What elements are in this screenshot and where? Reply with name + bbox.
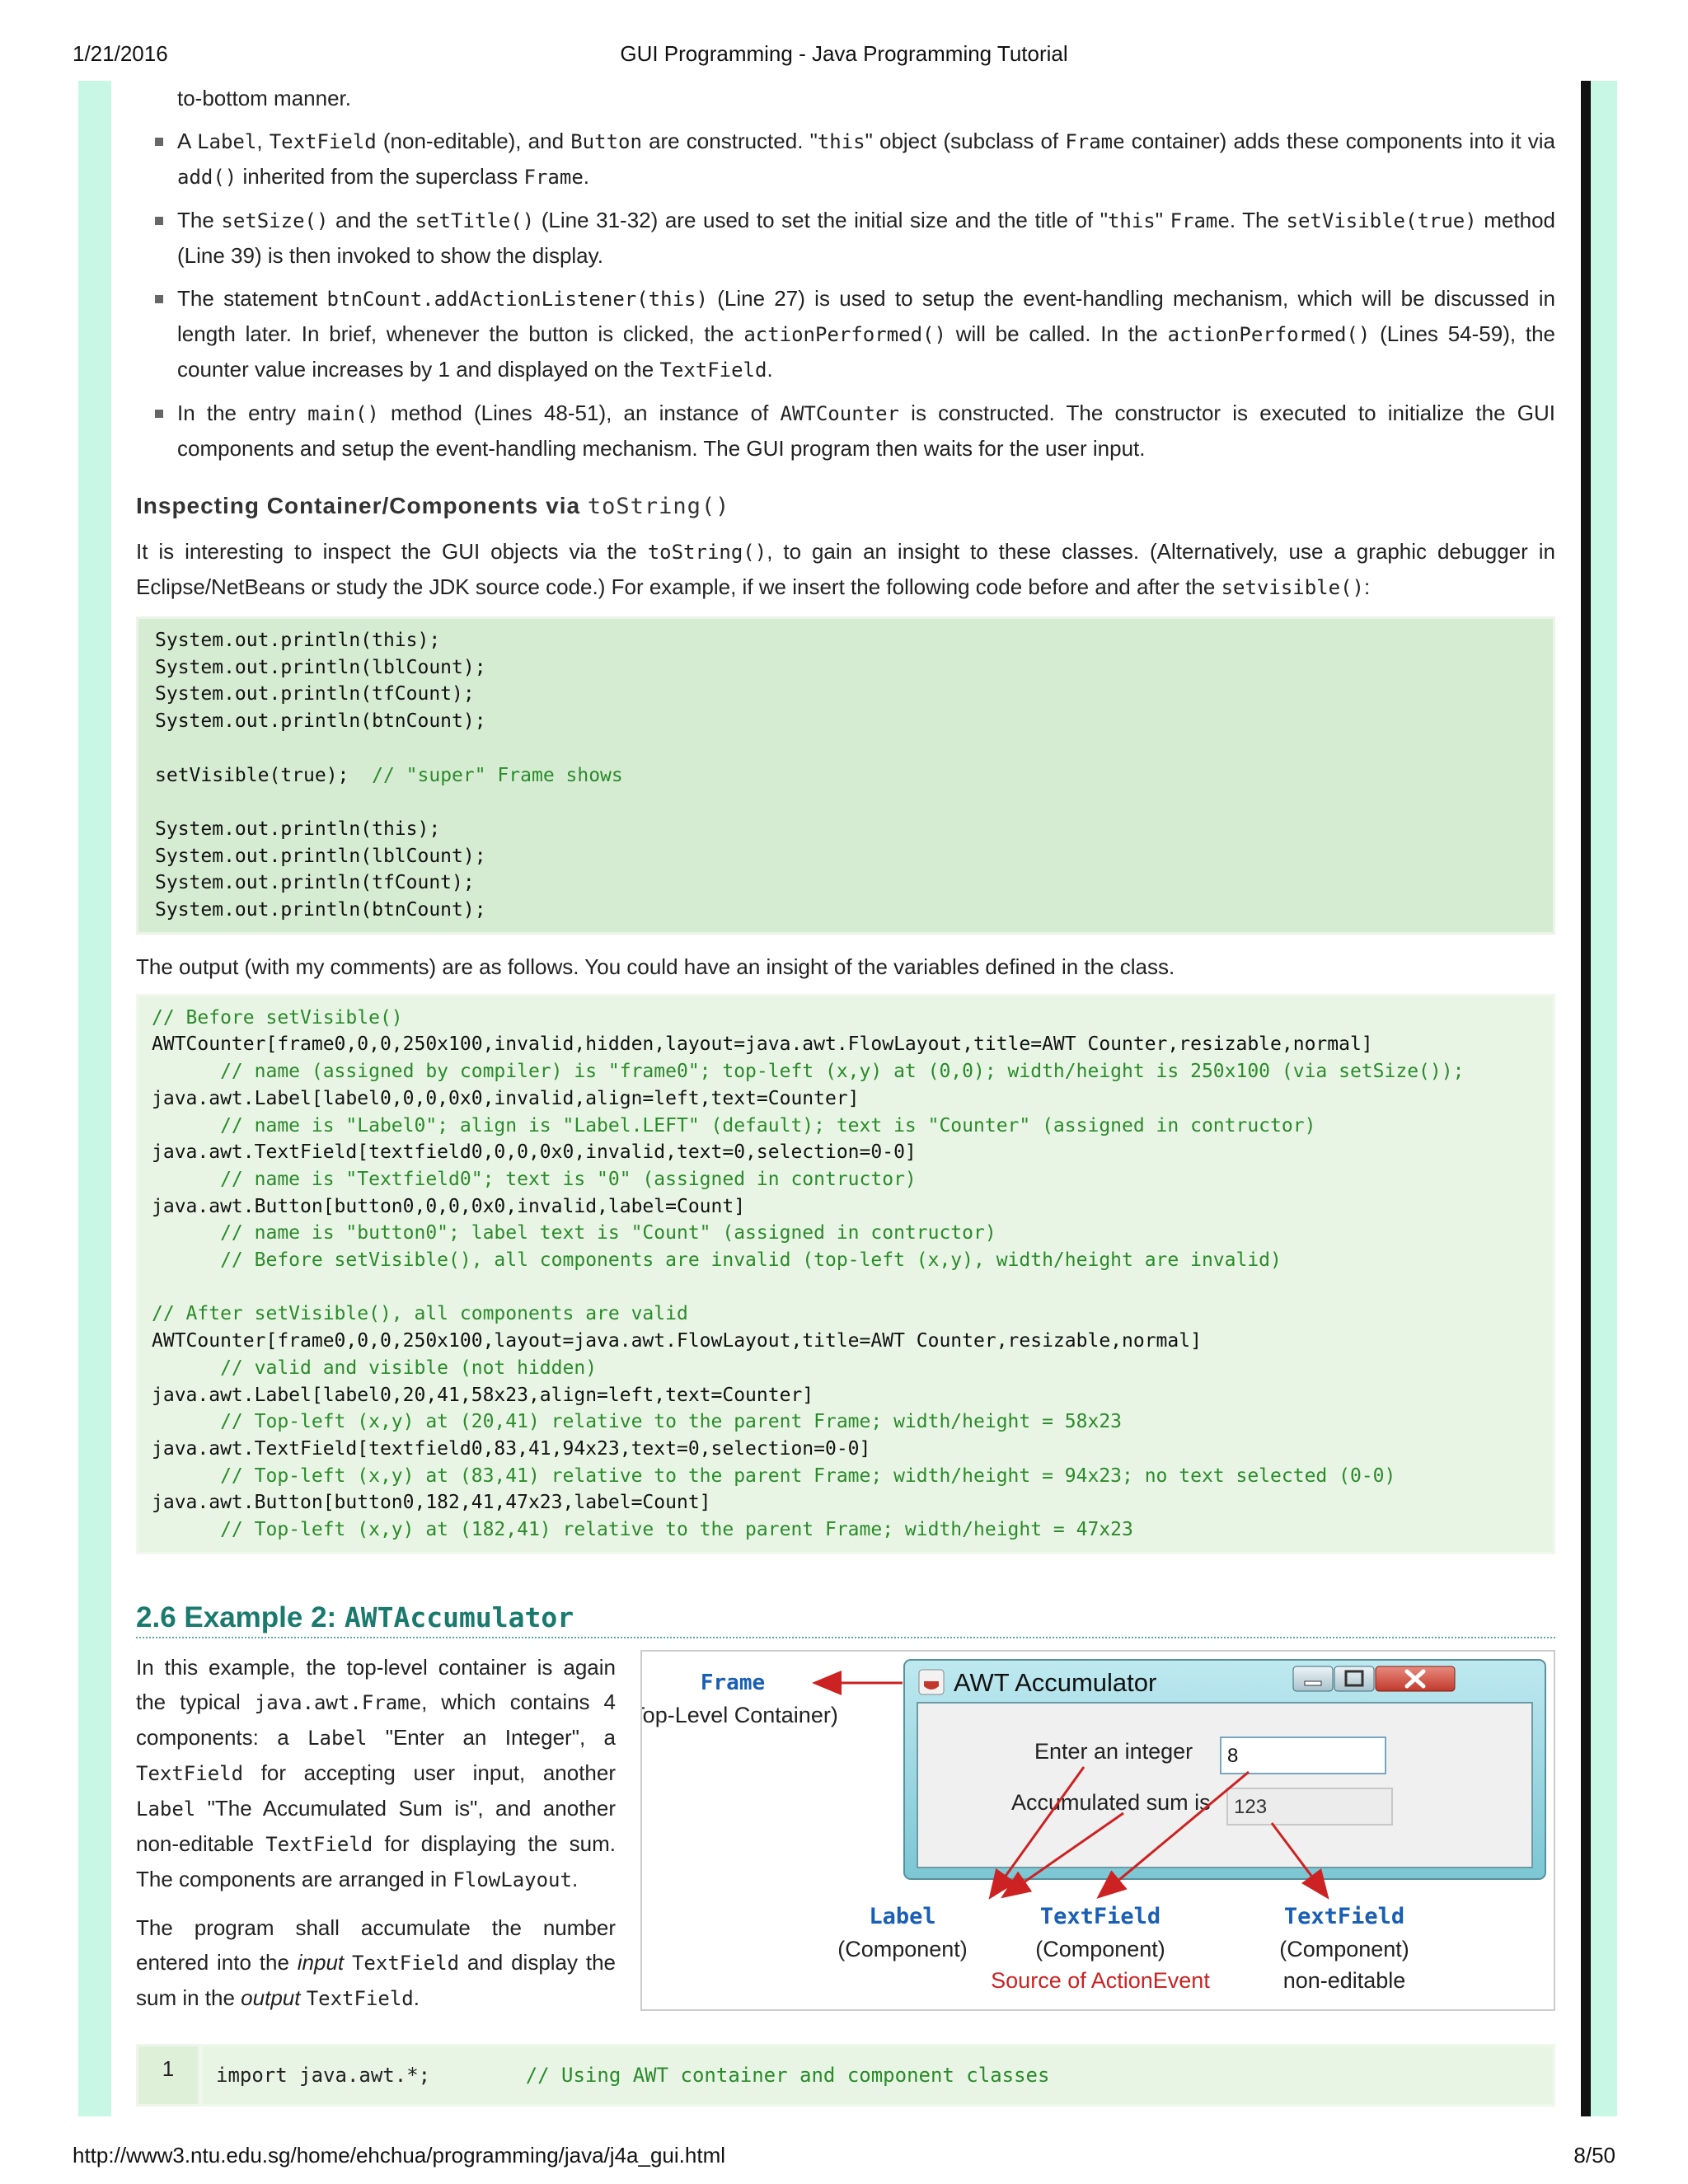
awt-window <box>904 1660 1545 1879</box>
frame-caption: Frame <box>700 1670 766 1695</box>
awt-accumulator-figure <box>640 1650 1555 2011</box>
minimize-button[interactable] <box>1293 1666 1333 1691</box>
inline-code: this <box>817 130 865 153</box>
output-textfield-note: non-editable <box>1282 1967 1406 1993</box>
code-block-println <box>136 616 1555 935</box>
text-run: inherited from the superclass <box>237 164 524 189</box>
code-text: System.out.println(lblCount); <box>155 656 486 678</box>
inline-code: TextField <box>351 1951 460 1975</box>
inline-code: btnCount.addActionListener(this) <box>326 288 708 311</box>
text-run <box>300 1985 306 2010</box>
text-run: (non-editable), and <box>376 129 571 153</box>
bullet-list <box>136 124 1555 466</box>
emphasis-text: input <box>297 1949 345 1975</box>
text-run: In the entry <box>177 401 308 425</box>
inline-code: setvisible() <box>1221 576 1364 599</box>
text-run: , to gain an insight to these classes. (Alternatively, use a graphic debugger in Eclipse/NetBeans or study the JDK source code.) For example, if we insert the following code before and after the <box>136 539 1556 599</box>
bullet-square-icon <box>155 217 163 225</box>
bullet-item <box>136 124 1555 194</box>
enter-integer-label: Enter an integer <box>1034 1738 1193 1764</box>
emphasis-text: output <box>241 1985 301 2010</box>
bullet-item <box>136 396 1555 466</box>
code-text: System.out.println(btnCount); <box>155 899 486 921</box>
inline-code: Label <box>136 1797 196 1821</box>
text-run: In this example, the top-level container is again the typical <box>136 1654 616 1714</box>
text-run: . <box>583 164 590 189</box>
output-textfield-subcaption: (Component) <box>1279 1936 1409 1961</box>
example2-heading: 2.6 Example 2: AWTAccumulator <box>136 1601 1555 1638</box>
text-run: It is interesting to inspect the GUI objects via the <box>136 539 648 564</box>
bullet-item <box>136 203 1555 273</box>
label-subcaption: (Component) <box>837 1936 968 1961</box>
text-run: . The <box>1229 208 1287 232</box>
text-run: : <box>1363 574 1371 599</box>
input-textfield[interactable] <box>1221 1737 1386 1774</box>
print-date: 1/21/2016 <box>73 41 168 66</box>
code-text: System.out.println(btnCount); <box>155 710 486 733</box>
bullet-item <box>136 281 1555 387</box>
input-textfield-note: Source of ActionEvent <box>991 1967 1210 1993</box>
text-run: " object (subclass of <box>865 129 1066 153</box>
inline-code: Frame <box>1065 130 1125 153</box>
figure-diagram <box>642 1652 1554 2009</box>
text-run: , <box>256 129 270 153</box>
inline-code: toString() <box>647 541 767 564</box>
text-run: is constructed. The constructor is executed to initialize the GUI components and setup the event-handling mechanism. The GUI program then waits for the user input. <box>177 401 1555 461</box>
text-run: . <box>571 1866 579 1891</box>
inline-code: setSize() <box>221 209 329 232</box>
inline-code: main() <box>307 402 379 425</box>
code-comment: // name is "Label0"; align is "Label.LEFT" (default); text is "Counter" (assigned in contructor) <box>152 1114 1316 1137</box>
text-run: method (Lines 48-51), an instance of <box>378 401 781 425</box>
code-text: java.awt.TextField[textfield0,83,41,94x23,text=0,selection=0-0] <box>152 1437 871 1460</box>
inline-code: this <box>1107 209 1156 232</box>
window-client-area <box>917 1703 1532 1868</box>
text-run: The program shall accumulate the number entered into the <box>136 1915 616 1975</box>
output-textfield-value: 123 <box>1234 1795 1268 1818</box>
code-comment: // Before setVisible(), all components are invalid (top-left (x,y), width/height are invalid) <box>152 1249 1282 1272</box>
bullet-square-icon <box>155 138 163 146</box>
code-text: java.awt.Button[button0,0,0,0x0,invalid,label=Count] <box>152 1195 746 1217</box>
inline-code: TextField <box>659 359 767 382</box>
text-run: A <box>177 129 198 153</box>
code-text: java.awt.Label[label0,0,0,0x0,invalid,align=left,text=Counter] <box>152 1087 860 1109</box>
inline-code: TextField <box>136 1761 244 1785</box>
code-comment: // name is "button0"; label text is "Count" (assigned in contructor) <box>152 1222 996 1244</box>
code-comment: // name is "Textfield0"; text is "0" (assigned in contructor) <box>152 1168 917 1190</box>
inline-code: add() <box>177 166 237 189</box>
code-comment: // Top-left (x,y) at (20,41) relative to the parent Frame; width/height = 58x23 <box>152 1411 1123 1433</box>
frame-subcaption: (Top-Level Container) <box>642 1702 838 1727</box>
accumulated-sum-label: Accumulated sum is <box>1011 1789 1211 1815</box>
intro-line: to-bottom manner. <box>177 86 351 110</box>
inline-code: Frame <box>523 166 584 189</box>
code-text: System.out.println(tfCount); <box>155 683 475 705</box>
code-block-output <box>136 994 1555 1554</box>
bullet-square-icon <box>155 295 163 303</box>
label-caption: Label <box>869 1903 936 1929</box>
example2-paragraph-2 <box>136 1910 616 2016</box>
code-text: setVisible(true); <box>155 764 373 786</box>
text-run: will be called. In the <box>945 321 1168 346</box>
code-comment: // valid and visible (not hidden) <box>152 1357 598 1379</box>
inline-code: setTitle() <box>415 209 535 232</box>
code-comment: // "super" Frame shows <box>372 764 623 786</box>
code-text: java.awt.Label[label0,20,41,58x23,align=left,text=Counter] <box>152 1384 814 1406</box>
code-text: AWTCounter[frame0,0,0,250x100,layout=java.awt.FlowLayout,title=AWT Counter,resizable,normal] <box>152 1330 1202 1352</box>
inline-code: FlowLayout <box>452 1868 572 1891</box>
code-text: System.out.println(this); <box>155 818 441 840</box>
input-textfield-caption: TextField <box>1039 1903 1161 1929</box>
inline-code: TextField <box>265 1832 373 1856</box>
text-run: and display the sum in the <box>136 1949 616 2010</box>
right-scrollbar-track[interactable] <box>1581 81 1591 2116</box>
print-url: http://www3.ntu.edu.sg/home/ehchua/programming/java/j4a_gui.html <box>73 2143 725 2168</box>
example2-text <box>136 1650 616 2016</box>
code-comment: // After setVisible(), all components are valid <box>152 1303 688 1325</box>
source-code-line <box>136 2044 1555 2107</box>
text-run: The statement <box>177 286 327 311</box>
right-margin-strip <box>1591 81 1617 2116</box>
text-run: The <box>177 208 222 232</box>
text-run: (Line 27) is used to setup the event-handling mechanism, which will be discussed in length later. In brief, whenever the button is clicked, the <box>177 286 1555 346</box>
text-run: (Line 31-32) are used to set the initial size and the title of " <box>534 208 1108 232</box>
print-page-number: 8/50 <box>1573 2143 1615 2168</box>
text-run: method (Line 39) is then invoked to show the display. <box>177 208 1555 268</box>
text-run: for accepting user input, another <box>243 1760 616 1785</box>
text-run: are constructed. " <box>641 129 818 153</box>
inline-code: java.awt.Frame <box>254 1690 422 1714</box>
example2-body <box>136 1650 1555 2016</box>
text-run: . <box>767 357 773 382</box>
code-line-content: import java.awt.*; // Using AWT container and component classes <box>200 2044 1555 2107</box>
text-run: "Enter an Integer", a <box>367 1724 617 1750</box>
inline-code: AWTCounter <box>780 402 899 425</box>
code-comment: // name (assigned by compiler) is "frame0"; top-left (x,y) at (0,0); width/height is 250x100 (via setSize()); <box>152 1061 1465 1083</box>
bullet-square-icon <box>155 410 163 418</box>
input-textfield-value: 8 <box>1227 1744 1239 1767</box>
code-comment: // Before setVisible() <box>152 1006 403 1029</box>
code-text: AWTCounter[frame0,0,0,250x100,invalid,hidden,layout=java.awt.FlowLayout,title=AWT Counter,resizable,normal] <box>152 1033 1373 1056</box>
line-number: 1 <box>136 2044 200 2107</box>
inline-code: Label <box>197 130 257 153</box>
text-run: , which contains 4 components: a <box>136 1689 616 1750</box>
code-text: System.out.println(tfCount); <box>155 872 475 894</box>
inline-code: TextField <box>306 1986 414 2010</box>
text-run: " <box>1155 208 1170 232</box>
inline-code: actionPerformed() <box>1167 323 1371 346</box>
window-title: AWT Accumulator <box>954 1667 1157 1697</box>
left-margin-strip <box>78 81 111 2116</box>
inline-code: TextField <box>269 130 377 153</box>
text-run: . <box>413 1985 420 2010</box>
output-paragraph: The output (with my comments) are as follows. You could have an insight of the variables defined in the class. <box>136 954 1175 979</box>
text-run: and the <box>328 208 415 232</box>
text-run: (Lines 54-59), the counter value increases by 1 and displayed on the <box>177 321 1555 382</box>
inline-code: Button <box>570 130 642 153</box>
code-text: java.awt.Button[button0,182,41,47x23,label=Count] <box>152 1492 711 1514</box>
code-comment: // Top-left (x,y) at (83,41) relative to the parent Frame; width/height = 94x23; no text selected (0-0) <box>152 1465 1396 1487</box>
text-run: "The Accumulated Sum is", and another non-editable <box>136 1795 616 1856</box>
code-text: java.awt.TextField[textfield0,0,0,0x0,invalid,text=0,selection=0-0] <box>152 1141 917 1164</box>
text-run <box>344 1950 352 1975</box>
page-content <box>136 81 1555 2107</box>
input-textfield-subcaption: (Component) <box>1035 1936 1165 1961</box>
inspect-heading: Inspecting Container/Components via toString() <box>136 493 730 519</box>
text-run: for displaying the sum. The components are arranged in <box>136 1830 617 1891</box>
inline-code: Frame <box>1170 209 1230 232</box>
code-comment: // Top-left (x,y) at (182,41) relative to the parent Frame; width/height = 47x23 <box>152 1519 1133 1541</box>
code-text: System.out.println(this); <box>155 630 441 651</box>
inline-code: actionPerformed() <box>743 323 946 346</box>
minimize-icon <box>1305 1681 1321 1685</box>
text-run: container) adds these components into it via <box>1124 129 1555 153</box>
inline-code: Label <box>307 1726 368 1750</box>
example2-paragraph-1 <box>136 1650 616 1897</box>
inline-code: setVisible(true) <box>1286 209 1477 232</box>
inspect-paragraph <box>136 534 1555 605</box>
code-text: System.out.println(lblCount); <box>155 845 486 867</box>
output-textfield-caption: TextField <box>1283 1903 1405 1929</box>
print-title: GUI Programming - Java Programming Tutorial <box>620 41 1068 66</box>
